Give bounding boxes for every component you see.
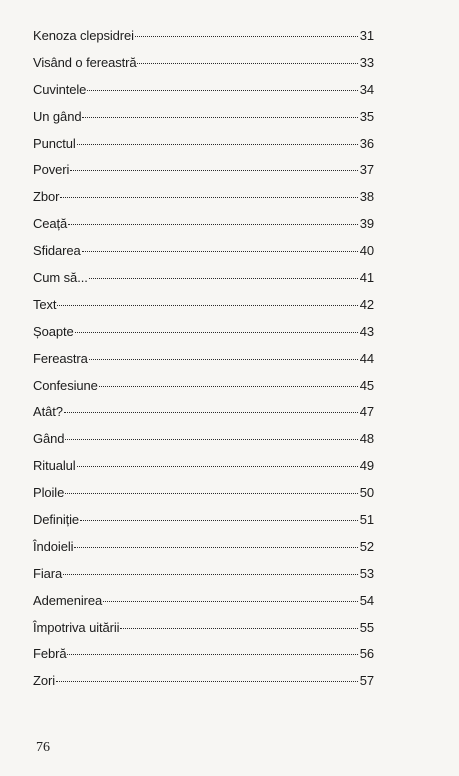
- toc-entry-title: Text: [33, 296, 57, 312]
- toc-entry-page: 45: [359, 377, 374, 393]
- toc-entry-title: Împotriva uitării: [33, 619, 120, 635]
- toc-entry-page: 37: [359, 162, 374, 178]
- toc-entry-page: 48: [359, 431, 374, 447]
- toc-entry-title: Visând o fereastră: [33, 54, 137, 70]
- toc-entry-page: 47: [359, 404, 374, 420]
- toc-entry-page: 39: [359, 216, 374, 232]
- toc-entry-title: Sfidarea: [33, 243, 81, 259]
- toc-entry: [33, 619, 374, 646]
- toc-entry: [33, 672, 374, 699]
- toc-entry: [33, 538, 374, 565]
- dot-leader: [68, 224, 358, 225]
- toc-entry: [33, 135, 374, 162]
- dot-leader: [135, 36, 358, 37]
- dot-leader: [89, 359, 358, 360]
- toc-entry-title: Kenoza clepsidrei: [33, 28, 134, 43]
- toc-entry-title: Un gând: [33, 108, 82, 124]
- toc-entry: [33, 430, 374, 457]
- toc-entry-page: 31: [359, 28, 374, 43]
- dot-leader: [64, 412, 358, 413]
- toc-entry-title: Ceață: [33, 216, 68, 232]
- dot-leader: [70, 170, 357, 171]
- toc-entry-page: 55: [359, 619, 374, 635]
- toc-entry-title: Confesiune: [33, 377, 98, 393]
- toc-entry-title: Ploile: [33, 485, 65, 501]
- dot-leader: [103, 601, 358, 602]
- dot-leader: [77, 466, 358, 467]
- toc-entry: [33, 242, 374, 269]
- toc-entry: [33, 54, 374, 81]
- toc-entry-page: 57: [359, 673, 374, 689]
- toc-entry-page: 40: [359, 243, 374, 259]
- toc-entry: [33, 457, 374, 484]
- toc-entry-page: 53: [359, 565, 374, 581]
- toc-entry: [33, 645, 374, 672]
- toc-entry-title: Fereastra: [33, 350, 88, 366]
- toc-entry-page: 50: [359, 485, 374, 501]
- toc-entry-page: 35: [359, 108, 374, 124]
- toc-entry-page: 44: [359, 350, 374, 366]
- toc-entry-page: 43: [359, 323, 374, 339]
- dot-leader: [57, 305, 357, 306]
- dot-leader: [75, 332, 358, 333]
- toc-entry: [33, 81, 374, 108]
- toc-entry: [33, 108, 374, 135]
- toc-entry-page: 52: [359, 538, 374, 554]
- toc-entry: [33, 215, 374, 242]
- toc-entry-title: Ademenirea: [33, 592, 103, 608]
- dot-leader: [87, 90, 357, 91]
- toc-entry: [33, 565, 374, 592]
- toc-entry: [33, 484, 374, 511]
- toc-entry: [33, 269, 374, 296]
- dot-leader: [120, 628, 357, 629]
- toc-entry: [33, 592, 374, 619]
- dot-leader: [67, 654, 357, 655]
- toc-entry-title: Gând: [33, 431, 65, 447]
- dot-leader: [65, 439, 357, 440]
- toc-entry-page: 49: [359, 458, 374, 474]
- toc-entry-page: 41: [359, 270, 374, 286]
- toc-entry-title: Cuvintele: [33, 81, 87, 97]
- page-number: 76: [36, 740, 50, 755]
- toc-entry-title: Îndoieli: [33, 538, 74, 554]
- toc-entry-page: 56: [359, 646, 374, 662]
- dot-leader: [56, 681, 358, 682]
- toc-entry-title: Șoapte: [33, 323, 74, 339]
- dot-leader: [65, 493, 358, 494]
- dot-leader: [99, 386, 358, 387]
- dot-leader: [63, 574, 358, 575]
- dot-leader: [89, 278, 358, 279]
- dot-leader: [80, 520, 358, 521]
- toc-entry-title: Punctul: [33, 135, 76, 151]
- toc-entry: [33, 511, 374, 538]
- dot-leader: [82, 117, 357, 118]
- toc-entry-page: 51: [359, 512, 374, 528]
- toc-entry-title: Febră: [33, 646, 67, 662]
- toc-entry-page: 54: [359, 592, 374, 608]
- dot-leader: [74, 547, 357, 548]
- toc-entry-title: Fiara: [33, 565, 63, 581]
- toc-entry-page: 42: [359, 296, 374, 312]
- toc-entry-title: Zbor: [33, 189, 60, 205]
- toc-entry: [33, 27, 374, 54]
- toc-entry: [33, 161, 374, 188]
- dot-leader: [77, 144, 358, 145]
- toc-entry: [33, 323, 374, 350]
- toc-entry-title: Zori: [33, 673, 55, 689]
- table-of-contents: [33, 27, 374, 699]
- toc-entry-title: Cum să...: [33, 270, 88, 286]
- toc-entry-title: Ritualul: [33, 458, 76, 474]
- toc-entry: [33, 350, 374, 377]
- toc-entry-page: 36: [359, 135, 374, 151]
- toc-entry-page: 38: [359, 189, 374, 205]
- toc-entry-title: Definiție: [33, 512, 80, 528]
- toc-entry-title: Atât?: [33, 404, 63, 420]
- toc-entry-page: 33: [359, 54, 374, 70]
- toc-entry: [33, 403, 374, 430]
- dot-leader: [137, 63, 357, 64]
- toc-entry-page: 34: [359, 81, 374, 97]
- toc-entry: [33, 296, 374, 323]
- toc-entry: [33, 377, 374, 404]
- dot-leader: [82, 251, 358, 252]
- dot-leader: [60, 197, 357, 198]
- toc-entry: [33, 188, 374, 215]
- toc-entry-title: Poveri: [33, 162, 70, 178]
